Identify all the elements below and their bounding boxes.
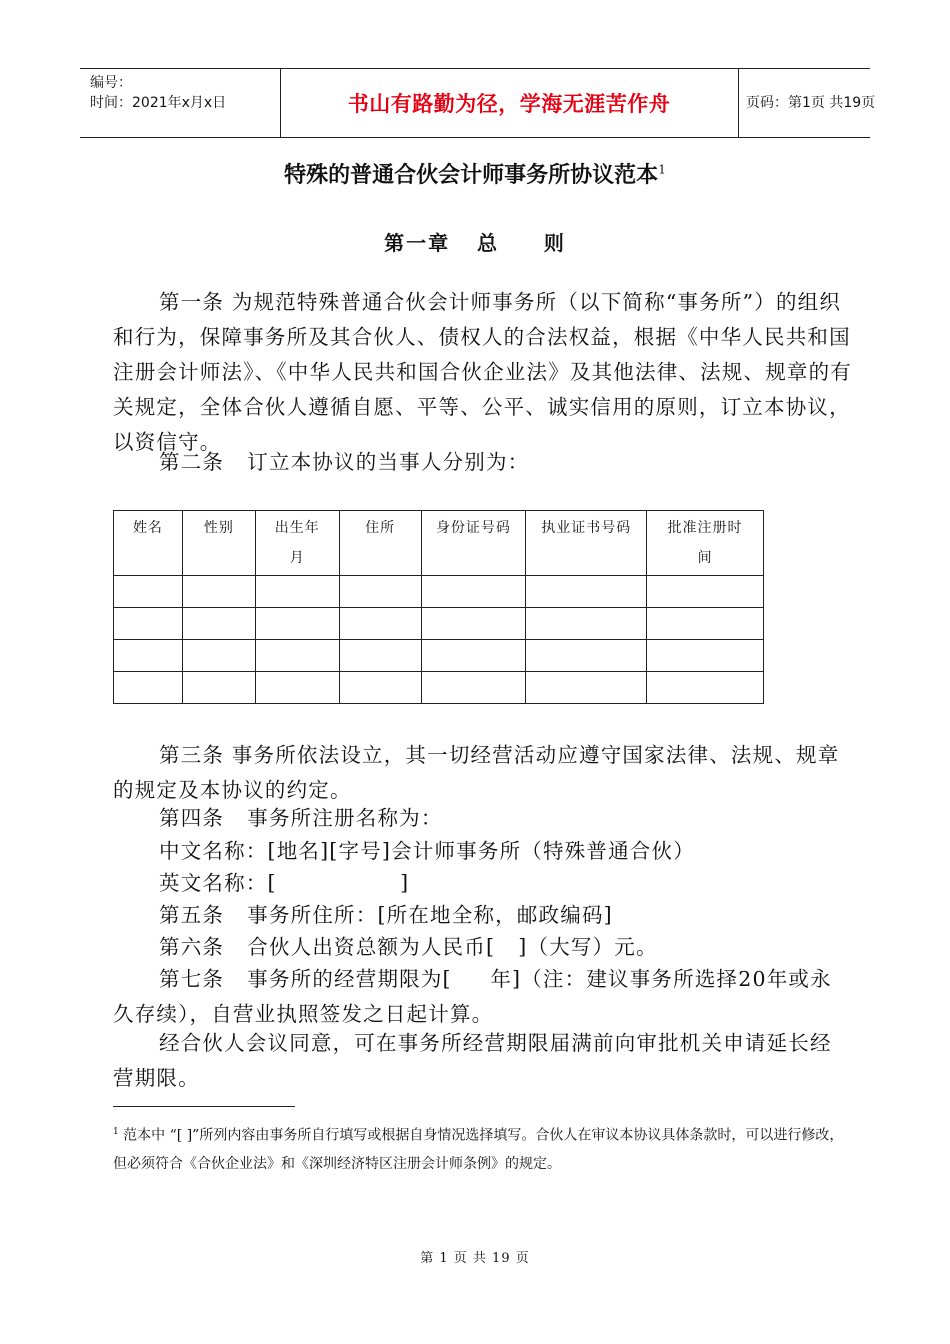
date-label: 时间：2021年x月x日 [90,95,227,111]
table-header-row [114,511,764,576]
header-left-cell [80,69,281,137]
table-cell [114,672,183,704]
table-cell [647,672,764,704]
table-cell [647,608,764,640]
table-cell [526,576,647,608]
footnote-mark: 1 [113,1127,119,1137]
article-3: 第三条 事务所依法设立，其一切经营活动应遵守国家法律、法规、规章的规定及本协议的约定。 [113,743,840,802]
table-cell [421,640,526,672]
table-cell [647,576,764,608]
table-cell [114,608,183,640]
header-page-info: 页码：第1页 共19页 [746,95,876,111]
article-7: 第七条 事务所的经营期限为[ 年]（注：建议事务所选择20年或永久存续），自营业执照签发之日起计算。 [113,967,832,1026]
article-4: 第四条 事务所注册名称为： [159,806,443,830]
table-cell [114,576,183,608]
table-header-cell: 执业证书号码 [526,511,647,576]
article-6: 第六条 合伙人出资总额为人民币[ ]（大写）元。 [159,935,658,959]
header-bar [80,68,876,138]
table-cell [255,672,339,704]
footnote [113,1118,848,1178]
doc-number-label: 编号： [90,75,132,91]
chapter-heading: 第一章 总 则 [384,231,566,255]
header-page-cell [738,69,878,137]
table-header-cell: 住所 [339,511,421,576]
table-cell [526,608,647,640]
table-cell [182,576,255,608]
table-header-cell: 性别 [182,511,255,576]
table-header-cell: 批准注册时间 [647,511,764,576]
table-row [114,608,764,640]
english-name-line: 英文名称：[ ] [159,871,410,895]
table-cell [255,576,339,608]
article-2: 第二条 订立本协议的当事人分别为： [159,450,530,474]
title-footnote-mark: 1 [658,162,666,177]
header-motto-cell [280,69,739,137]
table-row [114,672,764,704]
header-motto: 书山有路勤为径，学海无涯苦作舟 [347,92,671,116]
table-cell [255,640,339,672]
table-row [114,640,764,672]
table-header-cell: 姓名 [114,511,183,576]
table-cell [526,672,647,704]
table-cell [421,576,526,608]
article-7-extension: 经合伙人会议同意，可在事务所经营期限届满前向审批机关申请延长经营期限。 [113,1031,832,1090]
article-5: 第五条 事务所住所：[所在地全称，邮政编码] [159,903,613,927]
table-cell [182,640,255,672]
table-cell [182,608,255,640]
document-title [0,158,950,189]
table-cell [339,576,421,608]
table-row [114,576,764,608]
chinese-name-line: 中文名称：[地名][字号]会计师事务所（特殊普通合伙） [159,839,695,863]
article-1: 第一条 为规范特殊普通合伙会计师事务所（以下简称“事务所”）的组织和行为，保障事务所及其合伙人、债权人的合法权益，根据《中华人民共和国注册会计师法》、《中华人民共和国合伙企业法》及其他法律、法规、规章的有关规定，全体合伙人遵循自愿、平等、公平、诚实信用的原则，订立本协议，以资信守。 [113,290,852,454]
table-header-cell: 出生年月 [255,511,339,576]
table-cell [255,608,339,640]
footnote-separator [113,1106,295,1107]
table-cell [647,640,764,672]
table-cell [526,640,647,672]
table-cell [114,640,183,672]
table-cell [421,672,526,704]
table-cell [339,672,421,704]
table-header-cell: 身份证号码 [421,511,526,576]
footnote-text: 范本中 “[ ]”所列内容由事务所自行填写或根据自身情况选择填写。合伙人在审议本协议具体条款时，可以进行修改，但必须符合《合伙企业法》和《深圳经济特区注册会计师条例》的规定。 [113,1127,844,1172]
document-title-text: 特殊的普通合伙会计师事务所协议范本 [284,163,659,188]
table-cell [339,608,421,640]
table-cell [339,640,421,672]
table-cell [421,608,526,640]
table-cell [182,672,255,704]
parties-table [113,510,764,704]
page-footer: 第 1 页 共 19 页 [420,1251,530,1266]
